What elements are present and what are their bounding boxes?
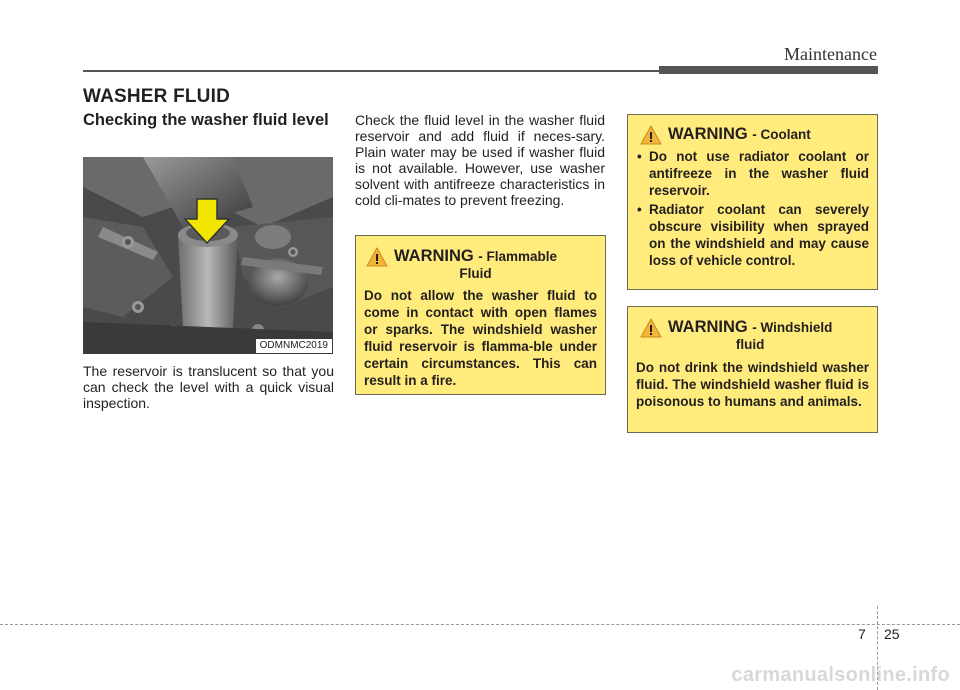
warning-coolant	[627, 114, 878, 290]
warning-subtitle-line2: Fluid	[459, 266, 492, 281]
warning-triangle-icon	[640, 125, 662, 145]
warning-flammable-body: Do not allow the washer fluid to come in contact with open flames or sparks. The windshield washer fluid reservoir is flamma-ble under certain circumstances. This can result in a fire.	[364, 288, 597, 388]
warning-subtitle: - Flammable	[478, 249, 557, 264]
warning-flammable-header	[366, 246, 557, 281]
section-label: Maintenance	[784, 44, 877, 64]
warning-windshield-body: Do not drink the windshield washer fluid. The windshield washer fluid is poisonous to humans and animals.	[636, 360, 869, 409]
page-number: 25	[884, 626, 900, 642]
warning-subtitle: - Coolant	[752, 127, 811, 142]
warning-subtitle-line2: fluid	[735, 337, 765, 352]
warning-flammable	[355, 235, 606, 395]
warning-bullet: • Radiator coolant can severely obscure visibility when sprayed on the windshield and may cause loss of vehicle control.	[636, 201, 869, 269]
figure-code: ODMNMC2019	[256, 339, 332, 353]
page-title: WASHER FLUID	[83, 86, 231, 107]
engine-bay-photo	[83, 157, 333, 354]
warning-coolant-body	[636, 148, 869, 271]
chapter-number: 7	[858, 626, 866, 642]
engine-bay-illustration	[83, 157, 333, 354]
warning-windshield-header	[640, 317, 832, 352]
warning-bullet: • Do not use radiator coolant or antifreeze in the washer fluid reservoir.	[636, 148, 869, 199]
subsection-title: Checking the washer fluid level	[83, 111, 329, 129]
warning-windshield	[627, 306, 878, 433]
warning-word: WARNING	[394, 247, 474, 265]
warning-triangle-icon	[640, 318, 662, 338]
header-rule	[83, 70, 663, 72]
warning-subtitle: - Windshield	[752, 320, 833, 335]
watermark: carmanualsonline.info	[731, 664, 950, 686]
warning-coolant-header	[640, 124, 811, 145]
warning-word: WARNING	[668, 318, 748, 336]
warning-word: WARNING	[668, 125, 748, 143]
column1-paragraph: The reservoir is translucent so that you can check the level with a quick visual inspection.	[83, 363, 334, 411]
column2-paragraph: Check the fluid level in the washer fluid reservoir and add fluid if neces-sary. Plain water may be used if washer fluid is not available. However, use washer solvent with antifreeze characteristics in cold cli-mates to prevent freezing.	[355, 112, 605, 208]
warning-triangle-icon	[366, 247, 388, 267]
footer-divider	[0, 624, 960, 625]
header-rule-accent	[659, 66, 878, 74]
